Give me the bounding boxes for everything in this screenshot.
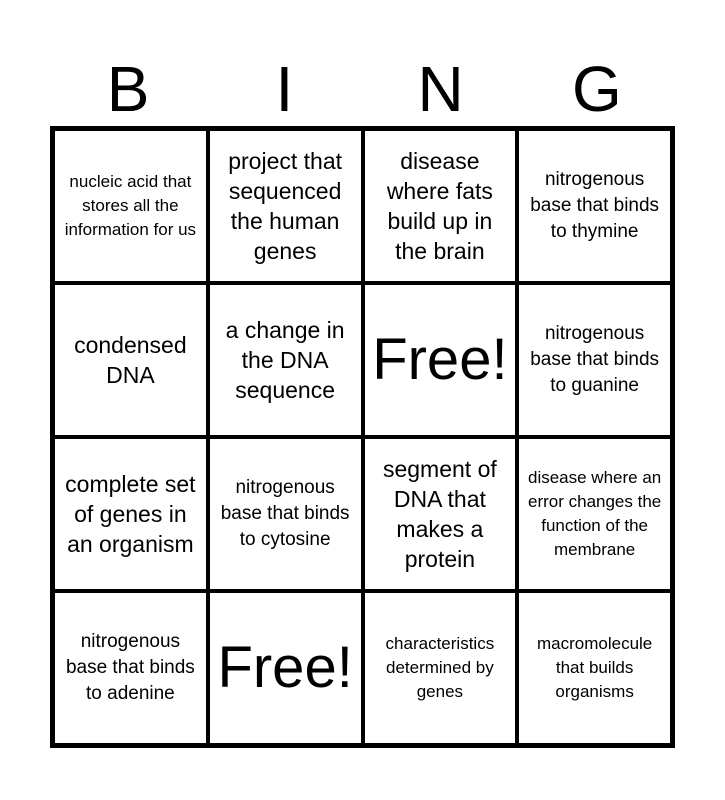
cell-text: characteristics determined by genes <box>385 634 495 701</box>
bingo-cell-r1c2[interactable] <box>208 129 363 283</box>
cell-text: nucleic acid that stores all the information for us <box>64 172 197 239</box>
bingo-cell-r4c2[interactable] <box>208 591 363 745</box>
cell-text: nitrogenous base that binds to guanine <box>530 323 660 396</box>
cell-text: segment of DNA that makes a protein <box>382 456 497 572</box>
cell-text: macromolecule that builds organisms <box>536 634 653 701</box>
bingo-cell-r4c3[interactable] <box>363 591 518 745</box>
bingo-cell-r3c1[interactable] <box>53 437 208 591</box>
bingo-cell-r1c1[interactable] <box>53 129 208 283</box>
bingo-cell-r3c4[interactable] <box>517 437 672 591</box>
cell-text: disease where an error changes the function of the membrane <box>527 468 662 559</box>
cell-text: nitrogenous base that binds to adenine <box>65 631 195 704</box>
cell-text: nitrogenous base that binds to thymine <box>530 169 660 242</box>
cell-text: nitrogenous base that binds to cytosine <box>220 477 350 550</box>
bingo-cell-r2c3[interactable] <box>363 283 518 437</box>
header-letter-b: B <box>106 53 150 125</box>
bingo-cell-r2c2[interactable] <box>208 283 363 437</box>
bingo-cell-r3c3[interactable] <box>363 437 518 591</box>
header-letter-n: N <box>417 53 464 125</box>
bingo-cell-r4c1[interactable] <box>53 591 208 745</box>
bingo-header <box>50 52 675 126</box>
bingo-cell-r1c4[interactable] <box>517 129 672 283</box>
bingo-cell-r3c2[interactable] <box>208 437 363 591</box>
header-letter-i: I <box>275 53 294 125</box>
cell-text: project that sequenced the human genes <box>228 148 343 264</box>
bingo-cell-r2c4[interactable] <box>517 283 672 437</box>
bingo-board <box>50 126 675 748</box>
bingo-cell-r4c4[interactable] <box>517 591 672 745</box>
header-letter-g: G <box>571 53 622 125</box>
cell-text: complete set of genes in an organism <box>65 471 196 557</box>
bingo-cell-r2c1[interactable] <box>53 283 208 437</box>
cell-text: a change in the DNA sequence <box>225 317 345 403</box>
cell-text: disease where fats build up in the brain <box>386 148 493 264</box>
bingo-cell-r1c3[interactable] <box>363 129 518 283</box>
cell-text: condensed DNA <box>74 332 187 388</box>
free-space: Free! <box>217 635 353 700</box>
free-space: Free! <box>372 327 508 392</box>
